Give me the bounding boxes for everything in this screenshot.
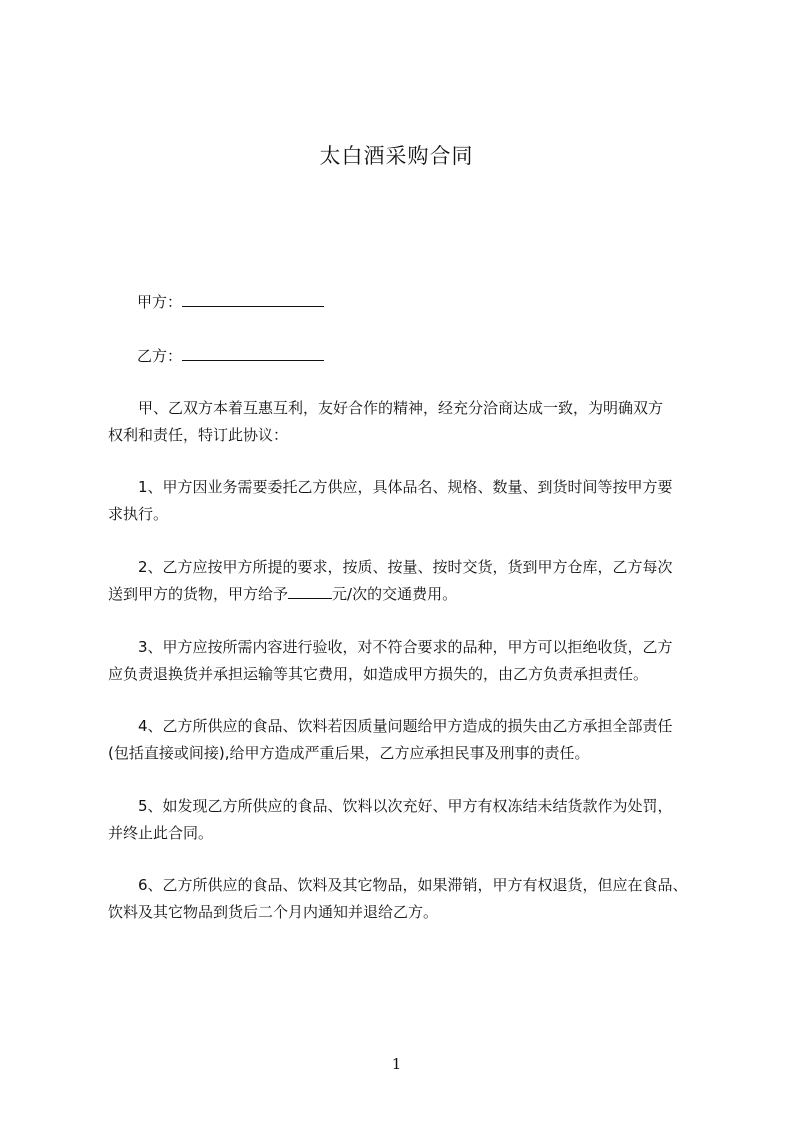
clause-5-line-1: 5、如发现乙方所供应的食品、饮料以次充好、甲方有权冻结未结货款作为处罚， <box>138 797 673 815</box>
clause-2-text-after-blank: 元/次的交通费用。 <box>332 585 458 603</box>
preamble-paragraph <box>108 395 710 449</box>
clause-4-line-1: 4、乙方所供应的食品、饮料若因质量问题给甲方造成的损失由乙方承担全部责任 <box>138 717 673 735</box>
party-b-label: 乙方： <box>137 347 183 365</box>
party-a-blank[interactable] <box>182 292 324 307</box>
clause-6 <box>108 872 710 926</box>
fee-blank[interactable] <box>288 584 332 599</box>
clause-3 <box>108 634 710 688</box>
preamble-line-1: 甲、乙双方本着互惠互利，友好合作的精神，经充分洽商达成一致，为明确双方 <box>138 399 664 417</box>
preamble-line-2: 权利和责任，特订此协议： <box>108 426 289 444</box>
document-title: 太白酒采购合同 <box>319 144 474 168</box>
clause-4-line-2: (包括直接或间接),给甲方造成严重后果，乙方应承担民事及刑事的责任。 <box>108 744 590 762</box>
party-a-label: 甲方： <box>137 293 183 311</box>
clause-2-line-1: 2、乙方应按甲方所提的要求，按质、按量、按时交货，货到甲方仓库，乙方每次 <box>138 558 673 576</box>
clause-5 <box>108 793 710 847</box>
clause-3-line-2: 应负责退换货并承担运输等其它费用，如造成甲方损失的，由乙方负责承担责任。 <box>108 665 649 683</box>
clause-6-line-1: 6、乙方所供应的食品、饮料及其它物品，如果滞销，甲方有权退货，但应在食品、 <box>138 876 688 894</box>
clause-3-line-1: 3、甲方应按所需内容进行验收，对不符合要求的品种，甲方可以拒绝收货，乙方 <box>138 638 673 656</box>
clause-2-text-before-blank: 送到甲方的货物，甲方给予 <box>108 585 289 603</box>
party-a-line <box>137 292 324 311</box>
clause-4 <box>108 713 710 767</box>
clause-1 <box>108 474 710 528</box>
page-number: 1 <box>391 1055 402 1073</box>
clause-2 <box>108 554 710 608</box>
clause-1-line-1: 1、甲方因业务需要委托乙方供应，具体品名、规格、数量、到货时间等按甲方要 <box>138 478 673 496</box>
party-b-blank[interactable] <box>182 346 324 361</box>
clause-1-line-2: 求执行。 <box>108 505 169 523</box>
clause-2-line-2 <box>108 581 710 608</box>
clause-5-line-2: 并终止此合同。 <box>108 824 214 842</box>
party-b-line <box>137 346 324 365</box>
clause-6-line-2: 饮料及其它物品到货后二个月内通知并退给乙方。 <box>108 903 439 921</box>
